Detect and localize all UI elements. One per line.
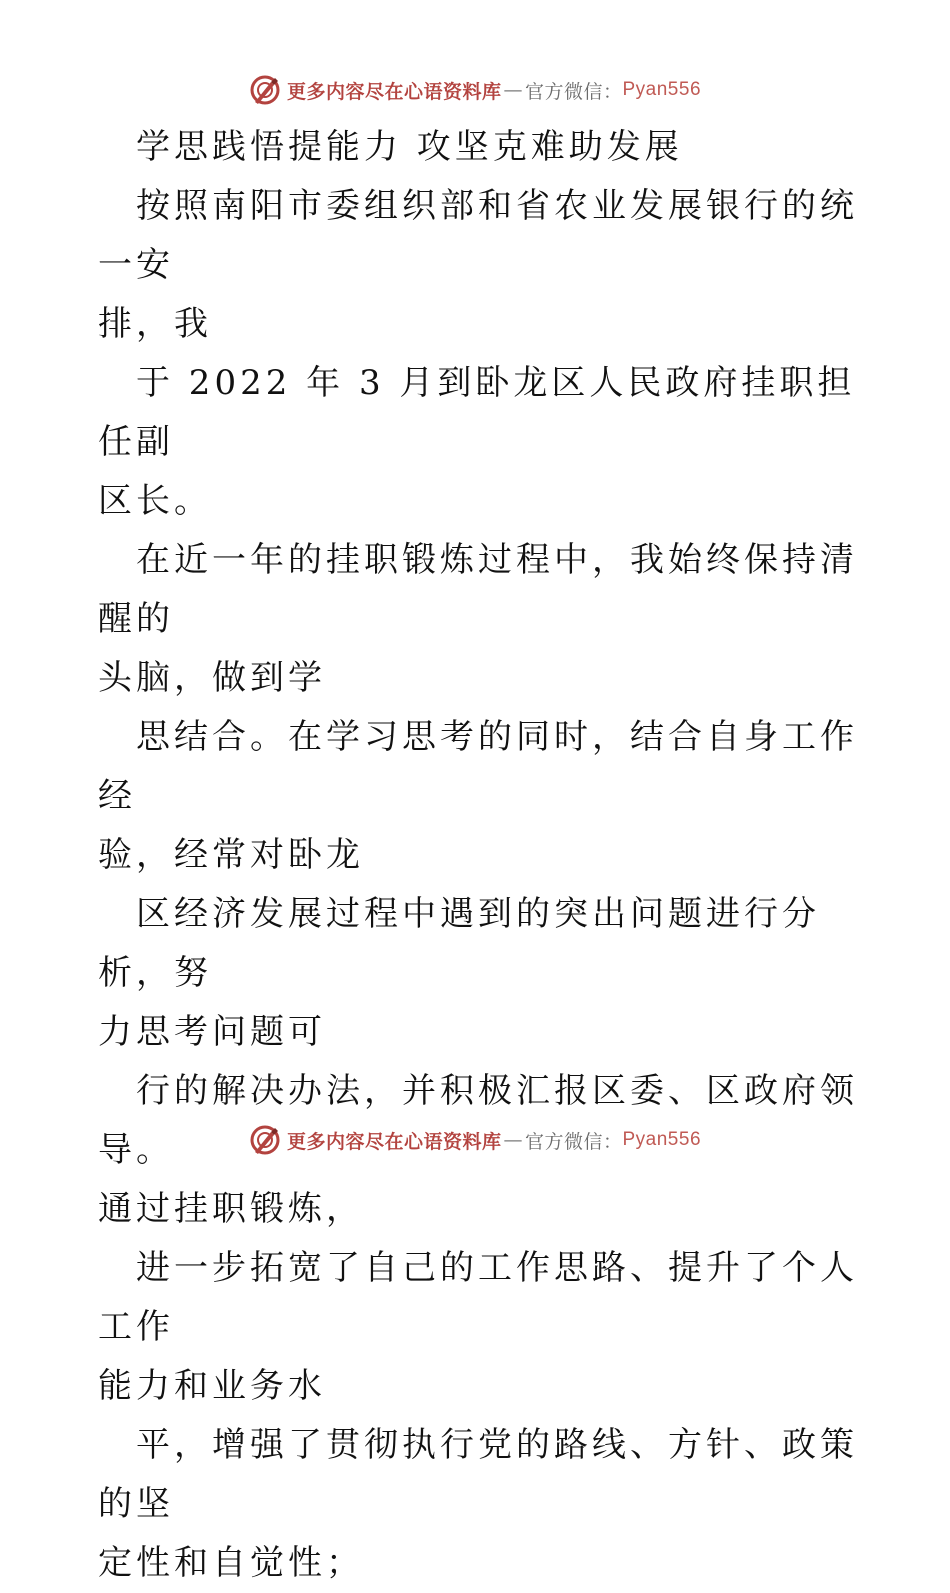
paragraph bbox=[98, 708, 858, 885]
paragraph bbox=[98, 177, 858, 354]
document-title bbox=[98, 118, 858, 177]
paragraph bbox=[98, 1239, 858, 1416]
text-line: 学思践悟提能力 攻坚克难助发展 bbox=[136, 127, 683, 167]
text-line: 排，我 bbox=[98, 304, 212, 344]
watermark-wechat-id: Pyan556 bbox=[622, 79, 702, 100]
paragraph bbox=[98, 354, 858, 531]
text-line: 头脑，做到学 bbox=[98, 658, 326, 698]
watermark-sub-text: 官方微信： bbox=[524, 80, 623, 103]
text-line: 通过挂职锻炼， bbox=[98, 1189, 364, 1229]
watermark-sub-text: 官方微信： bbox=[524, 1130, 623, 1153]
watermark-text bbox=[287, 1127, 701, 1154]
pen-logo-icon bbox=[249, 1124, 281, 1156]
document-body bbox=[98, 118, 858, 1593]
text-line: 验，经常对卧龙 bbox=[98, 835, 364, 875]
text-line: 能力和业务水 bbox=[98, 1366, 326, 1406]
paragraph bbox=[98, 885, 858, 1062]
watermark-header bbox=[0, 70, 950, 110]
watermark-text bbox=[287, 77, 701, 104]
text-line: 区长。 bbox=[98, 481, 212, 521]
watermark-main-text: 更多内容尽在心语资料库 bbox=[286, 1130, 502, 1153]
text-line: 平，增强了贯彻执行党的路线、方针、政策的坚 bbox=[98, 1425, 858, 1524]
text-line: 于 2022 年 3 月到卧龙区人民政府挂职担任副 bbox=[98, 363, 856, 462]
watermark-dash: — bbox=[503, 1129, 523, 1151]
text-line: 区经济发展过程中遇到的突出问题进行分析，努 bbox=[98, 894, 820, 993]
paragraph bbox=[98, 531, 858, 708]
text-line: 进一步拓宽了自己的工作思路、提升了个人工作 bbox=[98, 1248, 858, 1347]
text-line: 思结合。在学习思考的同时，结合自身工作经 bbox=[98, 717, 858, 816]
pen-logo-icon bbox=[249, 74, 281, 106]
text-line: 按照南阳市委组织部和省农业发展银行的统一安 bbox=[98, 186, 858, 285]
watermark-main-text: 更多内容尽在心语资料库 bbox=[286, 80, 502, 103]
watermark-dash: — bbox=[503, 79, 523, 101]
text-line: 定性和自觉性； bbox=[98, 1543, 364, 1583]
text-line: 在近一年的挂职锻炼过程中，我始终保持清醒的 bbox=[98, 540, 858, 639]
paragraph bbox=[98, 1416, 858, 1593]
text-line: 行的解决办法，并积极汇报区委、区政府领导。 bbox=[98, 1071, 858, 1170]
text-line: 力思考问题可 bbox=[98, 1012, 326, 1052]
watermark-wechat-id: Pyan556 bbox=[622, 1129, 702, 1150]
watermark-footer bbox=[0, 1120, 950, 1160]
